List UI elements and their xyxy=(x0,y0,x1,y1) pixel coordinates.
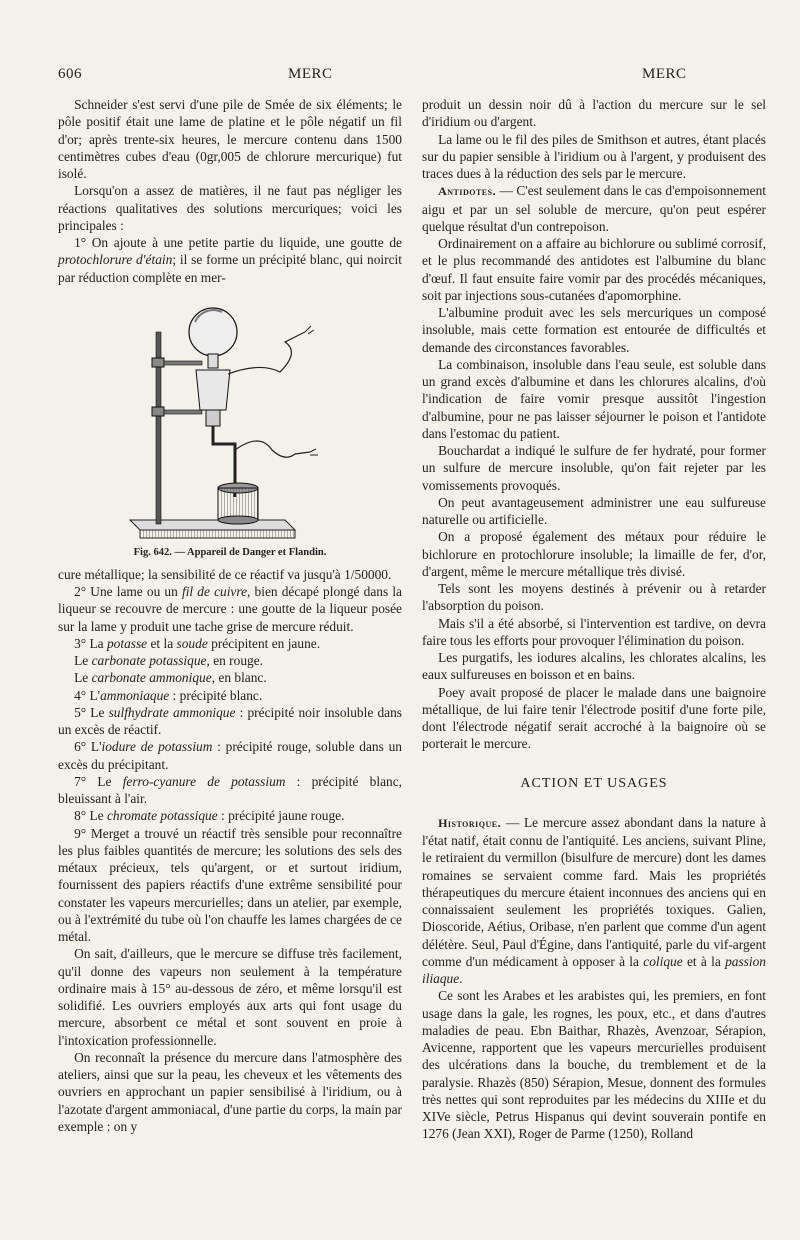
subheading-antidotes: Antidotes. xyxy=(438,184,497,199)
section-title: ACTION ET USAGES xyxy=(520,775,668,791)
figure-caption: Fig. 642. — Appareil de Danger et Flandin. xyxy=(133,546,327,558)
subheading-historique: Historique. xyxy=(438,815,502,830)
danger-flandin-apparatus-illustration xyxy=(110,292,350,542)
paragraph: On sait, d'ailleurs, que le mercure se diffuse très facilement, qu'il donne des vapeurs non seulement à la température ordinaire mais à 15° au-dessous de zéro, et même lorsqu'il est solidifié. Les ouvriers employés aux arts qui font usage du mercure, absorbent ce métal et sont souvent en proie à l'intoxication professionnelle. xyxy=(58,946,402,1048)
paragraph: Bouchardat a indiqué le sulfure de fer hydraté, pour former un sulfure de mercure insoluble, qu'on fait rejeter par les vomissements provoqués. xyxy=(422,443,766,493)
page-header xyxy=(58,66,758,86)
left-column xyxy=(58,96,402,1135)
paragraph: La lame ou le fil des piles de Smithson et autres, étant placés sur du papier sensible à l'iridium ou à l'argent, y produisent des traces dues à la réduction des sels par le mercure. xyxy=(422,131,766,181)
paragraph: Le carbonate potassique, en rouge. xyxy=(74,653,264,668)
paragraph: On peut avantageusement administrer une eau sulfureuse naturelle ou artificielle. xyxy=(422,494,766,527)
paragraph: produit un dessin noir dû à l'action du mercure sur le sel d'iridium ou d'argent. xyxy=(422,97,766,130)
page-number: 606 xyxy=(58,66,82,82)
paragraph: 3° La potasse et la soude précipitent en jaune. xyxy=(74,635,321,651)
running-title-right: MERC xyxy=(642,66,687,82)
running-title-left: MERC xyxy=(288,66,333,82)
paragraph: 1° On ajoute à une petite partie du liquide, une goutte de protochlorure d'étain; il se forme un précipité blanc, qui noircit par réduction complète en mer- xyxy=(58,235,402,285)
paragraph: 4° L'ammoniaque : précipité blanc. xyxy=(74,687,263,703)
paragraph: Tels sont les moyens destinés à prévenir ou à retarder l'absorption du poison. xyxy=(422,581,766,614)
paragraph: 6° L'iodure de potassium : précipité rouge, soluble dans un excès du précipitant. xyxy=(58,739,402,772)
paragraph: On a proposé également des métaux pour réduire le bichlorure en protochlorure insoluble; la limaille de fer, d'or, d'argent, même le mercure métallique très divisé. xyxy=(422,529,766,579)
paragraph: 9° Merget a trouvé un réactif très sensible pour reconnaître les plus faibles quantités de mercure; les solutions des sels des métaux précieux, tels qu'argent, or et surtout iridium, fournissent des papiers réactifs d'une extrême sensibilité pour constater les vapeurs mercurielles; dans un atelier, par exemple, ou à l'extrémité du tube où l'on chauffe les lames chargées de ce métal. xyxy=(58,825,402,944)
paragraph: Schneider s'est servi d'une pile de Smée de six éléments; le pôle positif était une lame de platine et le pôle négatif un fil d'or; après trente-six heures, le mercure contenu dans 1500 centimètres cubes d'eau (0gr,005 de chlorure mercurique) fut isolé. xyxy=(58,97,402,181)
paragraph: On reconnaît la présence du mercure dans l'atmosphère des ateliers, ainsi que sur la peau, les cheveux et les vêtements des ouvriers en approchant un papier sensibilisé à l'iridium, ou à l'azotate d'argent ammoniacal, d'une partie du corps, la main par exemple : on y xyxy=(58,1049,402,1134)
paragraph: 7° Le ferro-cyanure de potassium : précipité blanc, bleuissant à l'air. xyxy=(58,773,403,806)
paragraph: cure métallique; la sensibilité de ce réactif va jusqu'à 1/50000. xyxy=(58,566,392,582)
paragraph: Mais s'il a été absorbé, si l'intervention est tardive, on devra faire tous les efforts pour provoquer l'élimination du poison. xyxy=(422,615,766,648)
paragraph: Poey avait proposé de placer le malade dans une baignoire métallique, de lui faire tenir l'électrode positif d'une forte pile, dont l'électrode négatif serait accroché à la baignoire où se porterait le mercure. xyxy=(422,684,766,752)
paragraph: Ordinairement on a affaire au bichlorure ou sublimé corrosif, et le plus recommandé des antidotes est l'albumine du blanc d'œuf. Il faut ensuite faire vomir par des procédés mécaniques, soit par injections sous-cutanées d'apomorphine. xyxy=(422,236,766,303)
right-column xyxy=(422,96,766,1143)
paragraph: Antidotes. — C'est seulement dans le cas d'empoisonnement aigu et par un sel soluble de mercure, qu'on peut espérer quelque résultat d'un contrepoison. xyxy=(422,183,766,234)
paragraph: Historique. — Le mercure assez abondant dans la nature à l'état natif, était connu de l'antiquité. Les anciens, suivant Pline, le retiraient du vermillon (bisulfure de mercure) dont les dames romaines se servaient comme fard. Mais les propriétés thérapeutiques du mercure étaient inconnues des anciens qui en connaissaient seulement les propriétés toxiques. Galien, Dioscoride, Aétius, Oribase, n'en parlent que comme d'un agent délétère. Seul, Paul d'Égine, dans l'antiquité, parle du vif-argent comme d'un médicament à opposer à la colique et à la passion iliaque. xyxy=(422,814,766,986)
paragraph: L'albumine produit avec les sels mercuriques un composé insoluble, mais cette formation est entourée de difficultés et demande des circonstances favorables. xyxy=(422,305,766,355)
paragraph: 2° Une lame ou un fil de cuivre, bien décapé plongé dans la liqueur se recouvre de mercure : une goutte de la liqueur posée sur la lame y produit une tache grise de mercure réduit. xyxy=(58,584,402,634)
paragraph: 8° Le chromate potassique : précipité jaune rouge. xyxy=(74,808,345,824)
paragraph: Ce sont les Arabes et les arabistes qui, les premiers, en font usage dans la gale, les rognes, les poux, etc., et dans d'autres maladies de peau. Ebn Baithar, Rhazès, Avenzoar, Sérapion, Avicenne, rapportent que les vapeurs mercurielles produisent des ulcérations dans la bouche, du tremblement et de la paralysie. Rhazès (850) Sérapion, Mesue, donnent des formules très nettes qui sont reproduites par les médecins du XIIIe et du XIVe siècle, Petrus Hispanus qui devint souverain pontife en 1276 (Jean XXI), Roger de Parme (1250), Rolland xyxy=(422,988,766,1142)
paragraph: 5° Le sulfhydrate ammonique : précipité noir insoluble dans un excès de réactif. xyxy=(58,704,402,737)
paragraph: Lorsqu'on a assez de matières, il ne faut pas négliger les réactions qualitatives des solutions mercuriques; voici les principales : xyxy=(58,183,402,233)
paragraph: La combinaison, insoluble dans l'eau seule, est soluble dans un grand excès d'albumine et dans les chlorures alcalins, d'où l'indication de faire vomir presque aussitôt l'ingestion d'albumine, pour ne pas laisser séjourner le poison et l'antidote dans l'estomac du patient. xyxy=(422,356,766,441)
paragraph: Le carbonate ammonique, en blanc. xyxy=(74,670,267,686)
paragraph: Les purgatifs, les iodures alcalins, les chlorates alcalins, les eaux sulfureuses en boisson et en bains. xyxy=(422,650,766,683)
figure-apparatus xyxy=(58,292,402,562)
